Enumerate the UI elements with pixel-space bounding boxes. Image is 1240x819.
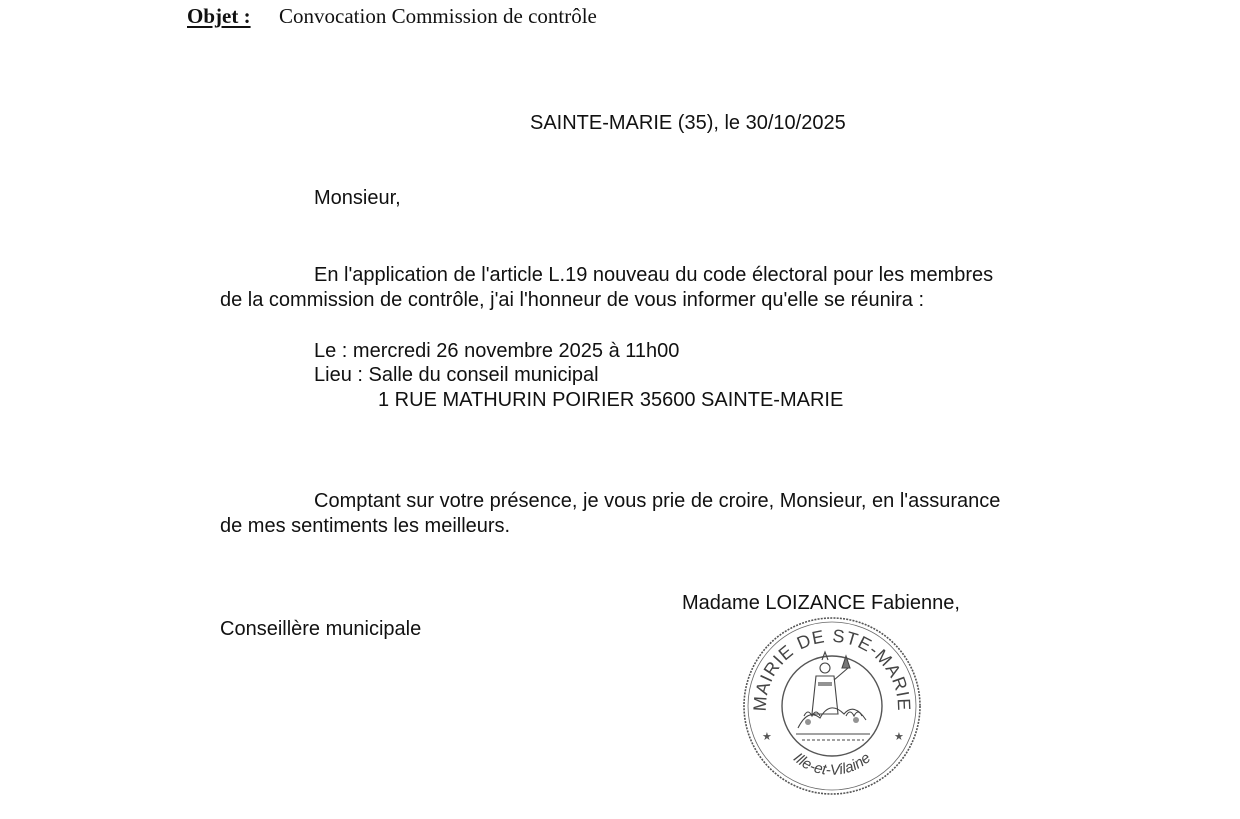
svg-text:MAIRIE DE STE-MARIE: MAIRIE DE STE-MARIE (749, 625, 915, 712)
signatory-role: Conseillère municipale (220, 618, 422, 640)
meeting-date: Le : mercredi 26 novembre 2025 à 11h00 (314, 340, 680, 362)
salutation: Monsieur, (314, 187, 401, 209)
closing-line-2: de mes sentiments les meilleurs. (220, 515, 511, 537)
subject-label: Objet : (187, 4, 251, 28)
closing-line-1: Comptant sur votre présence, je vous prie de croire, Monsieur, en l'assurance (314, 490, 1001, 512)
paragraph-1-line-2: de la commission de contrôle, j'ai l'honneur de vous informer qu'elle se réunira : (220, 289, 925, 311)
svg-text:Ille-et-Vilaine: Ille-et-Vilaine (789, 749, 874, 780)
place-date: SAINTE-MARIE (35), le 30/10/2025 (530, 112, 846, 134)
mairie-seal-stamp (738, 616, 926, 796)
subject-text: Convocation Commission de contrôle (279, 4, 597, 28)
signatory-name: Madame LOIZANCE Fabienne, (682, 592, 960, 614)
meeting-address: 1 RUE MATHURIN POIRIER 35600 SAINTE-MARIE (378, 389, 844, 411)
svg-text:★: ★ (762, 730, 772, 743)
meeting-place: Lieu : Salle du conseil municipal (314, 364, 599, 386)
paragraph-1-line-1: En l'application de l'article L.19 nouveau du code électoral pour les membres (314, 264, 994, 286)
svg-text:★: ★ (894, 730, 904, 743)
